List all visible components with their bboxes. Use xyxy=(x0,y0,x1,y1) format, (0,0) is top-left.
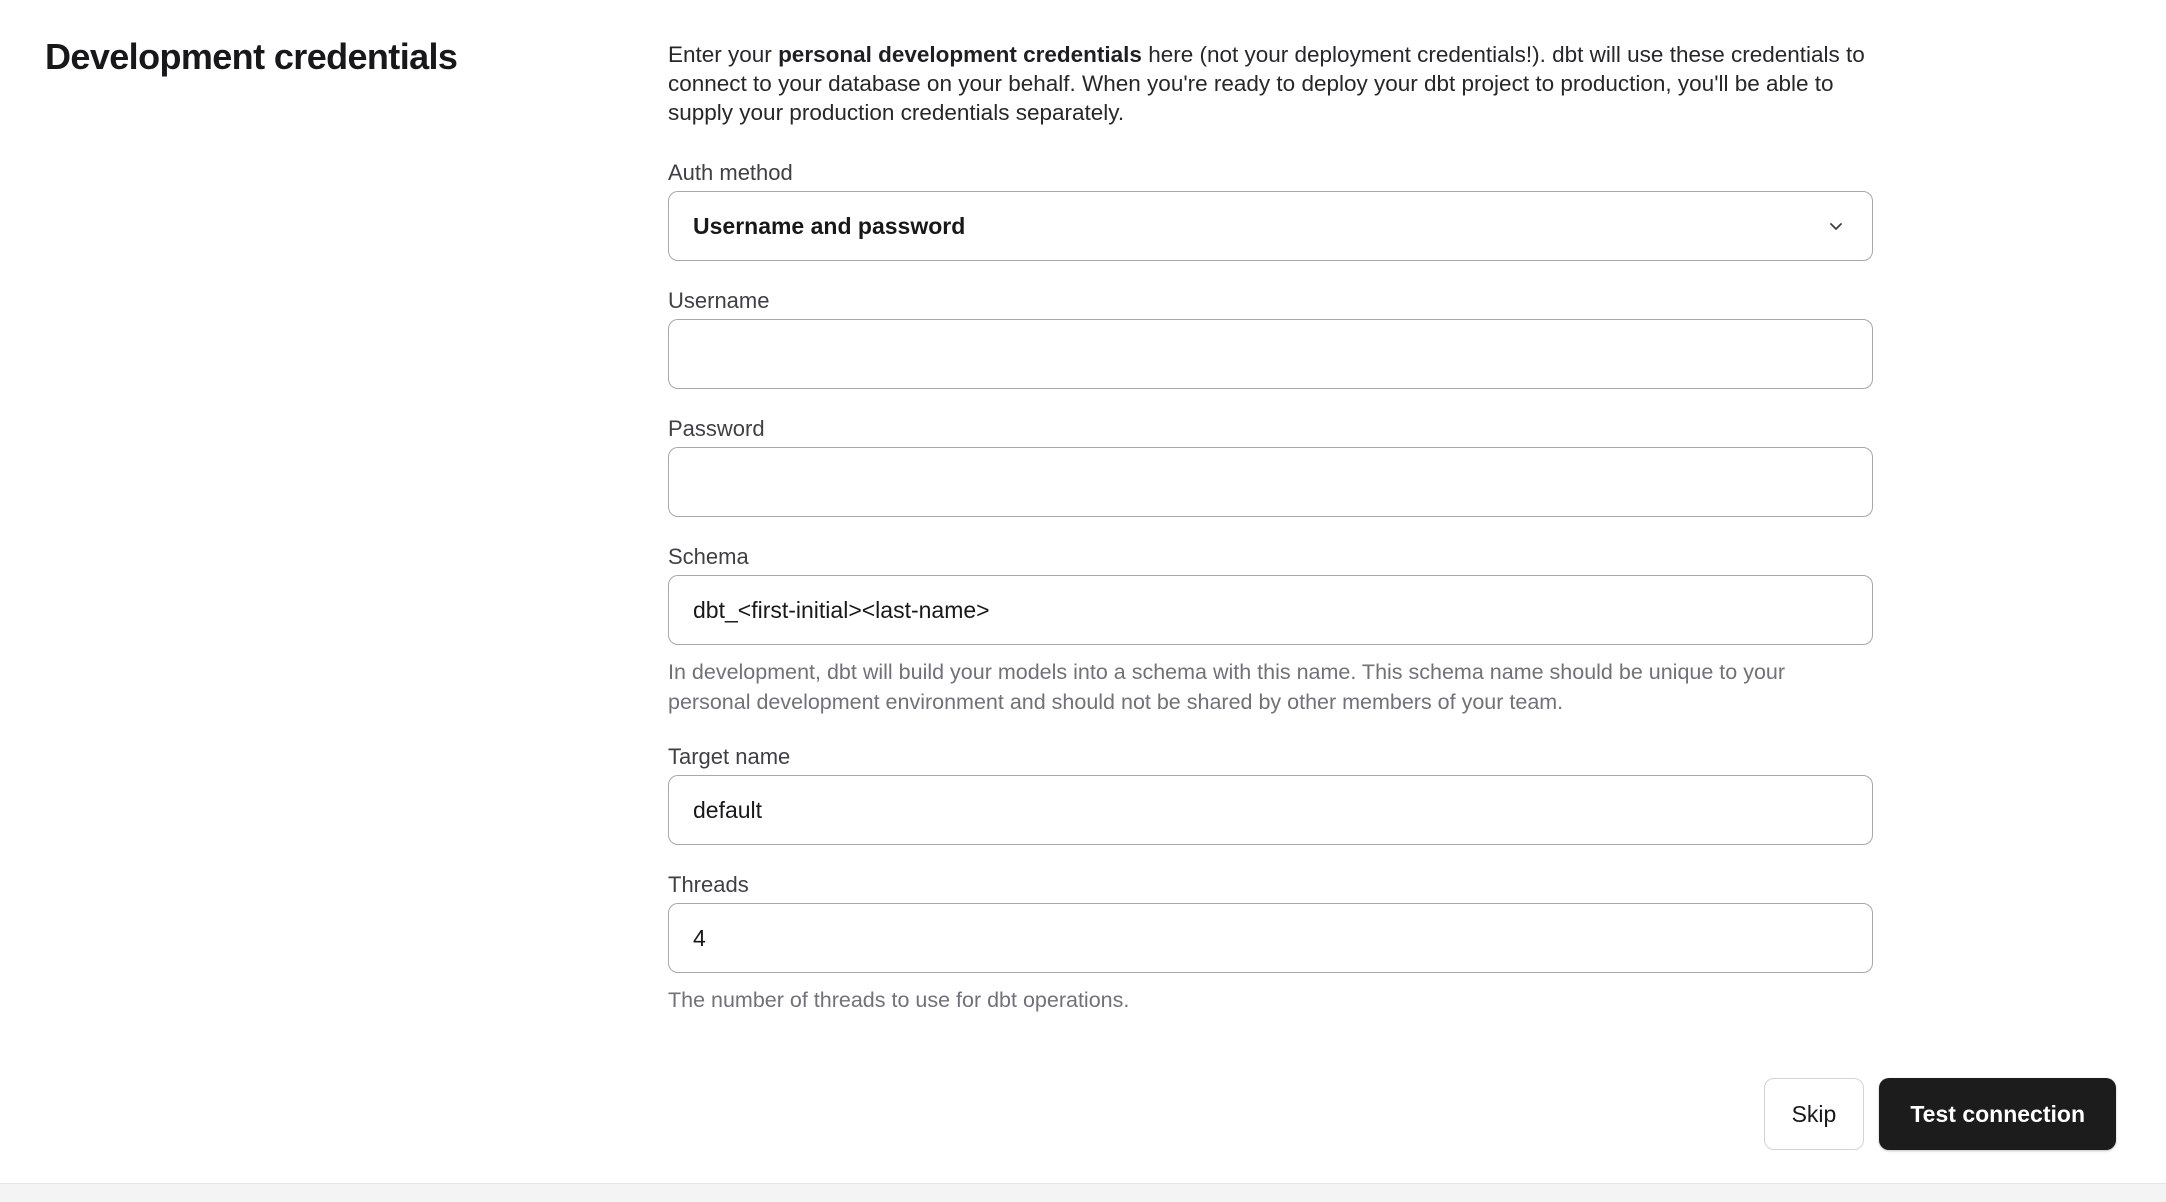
target-name-label: Target name xyxy=(668,744,791,769)
target-name-input[interactable] xyxy=(668,775,1873,845)
page-title: Development credentials xyxy=(45,36,458,77)
footer-actions xyxy=(1764,1078,2116,1150)
skip-button[interactable]: Skip xyxy=(1764,1078,1865,1150)
password-input[interactable] xyxy=(668,447,1873,517)
username-label: Username xyxy=(668,288,770,313)
intro-text-part1: Enter your xyxy=(668,42,779,67)
intro-text xyxy=(668,40,1873,127)
schema-label: Schema xyxy=(668,544,749,569)
threads-input[interactable] xyxy=(668,903,1873,973)
target-name-field-group xyxy=(668,745,1873,845)
username-field-group xyxy=(668,289,1873,389)
threads-field-group xyxy=(668,873,1873,1015)
auth-method-selected-value: Username and password xyxy=(693,212,966,239)
auth-method-select[interactable] xyxy=(668,191,1873,261)
threads-label: Threads xyxy=(668,872,749,897)
auth-method-label: Auth method xyxy=(668,160,793,185)
schema-helper-text: In development, dbt will build your models into a schema with this name. This schema name should be unique to your personal development environment and should not be shared by other members of your team. xyxy=(668,660,1786,714)
intro-text-part2: here (not your deployment credentials!). dbt will use these credentials to connect to your database on your behalf. When you're ready to deploy your dbt project to production, you'll be able to supply your production credentials separately. xyxy=(668,42,1865,125)
password-field-group xyxy=(668,417,1873,517)
auth-method-field-group xyxy=(668,161,1873,261)
username-input[interactable] xyxy=(668,319,1873,389)
credentials-form xyxy=(668,40,1873,1043)
password-label: Password xyxy=(668,416,765,441)
page-bottom-strip xyxy=(0,1183,2166,1202)
test-connection-button[interactable]: Test connection xyxy=(1879,1078,2116,1150)
threads-helper-text: The number of threads to use for dbt operations. xyxy=(668,988,1130,1012)
chevron-down-icon xyxy=(1824,214,1848,238)
schema-field-group xyxy=(668,545,1873,717)
schema-input[interactable] xyxy=(668,575,1873,645)
intro-text-bold: personal development credentials xyxy=(778,42,1142,67)
